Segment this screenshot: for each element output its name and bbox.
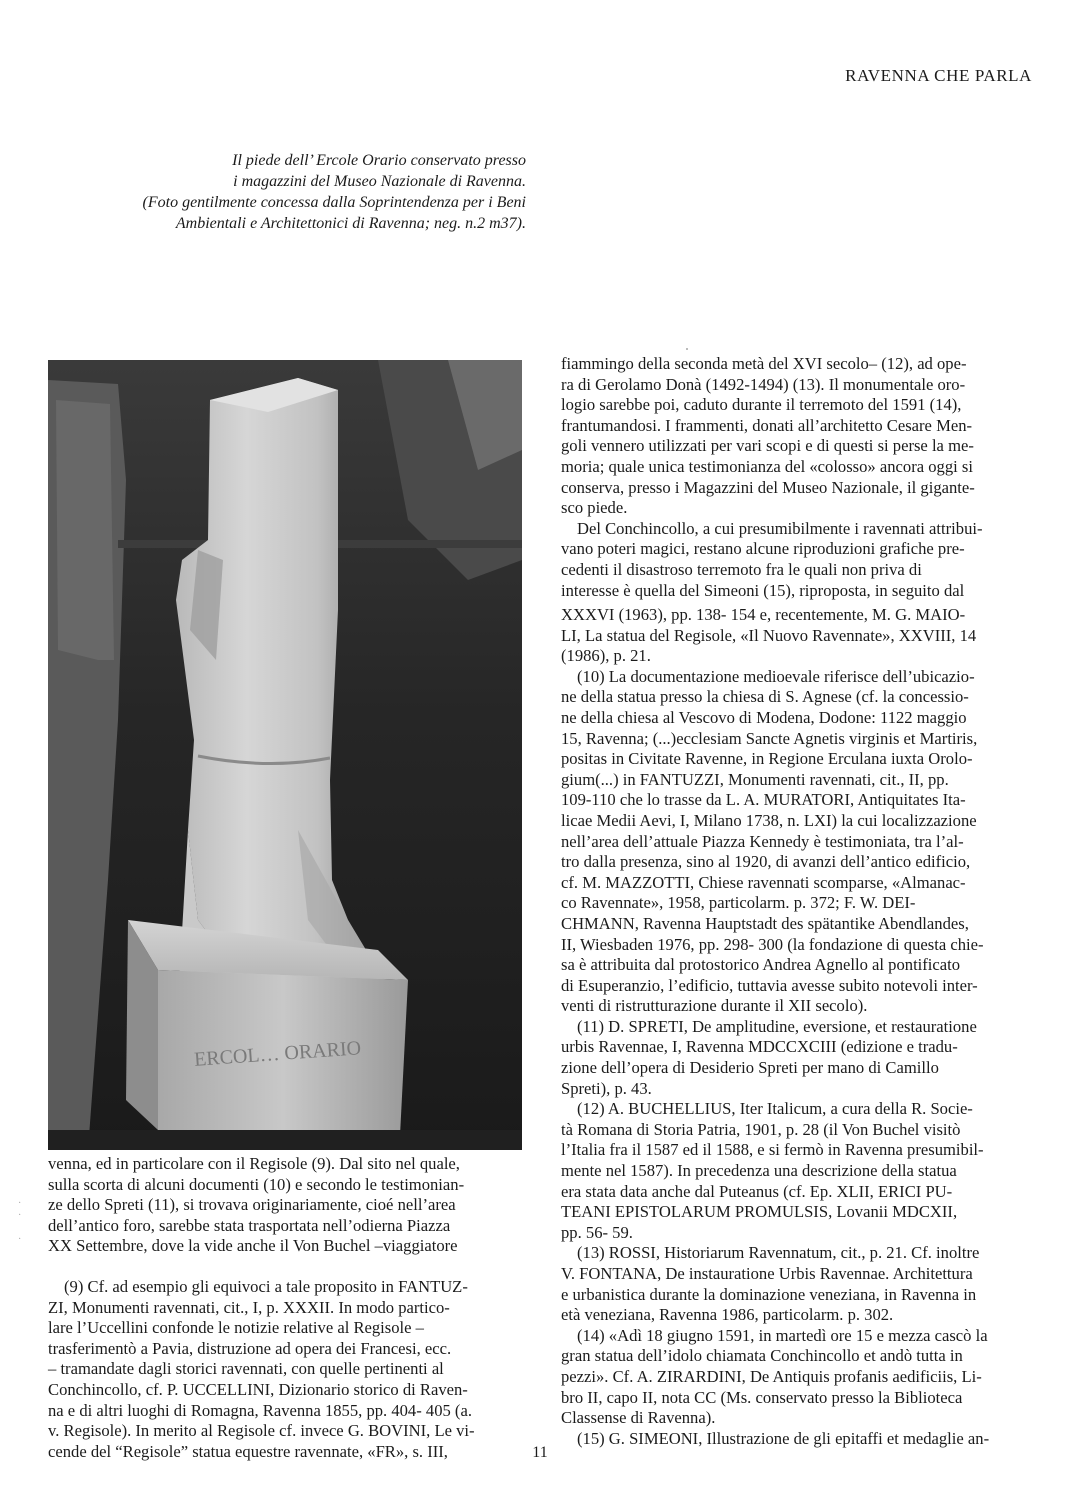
body-line: frantumandosi. I frammenti, donati all’architetto Cesare Men-: [561, 415, 973, 435]
right-column-footnotes: [561, 605, 1042, 1449]
footnote-line: ZI, Monumenti ravennati, cit., I, p. XXXII. In modo partico-: [48, 1297, 450, 1317]
footnote-line: zione dell’opera di Desiderio Spreti per mano di Camillo: [561, 1058, 939, 1078]
footnote-line: trasferimentò a Pavia, distruzione ad opera dei Francesi, ecc.: [48, 1338, 452, 1358]
footnote-line: (14) «Adì 18 giugno 1591, in martedì ore 15 e mezza cascò la: [577, 1325, 988, 1345]
footnote-line: era stata data anche dal Puteanus (cf. Ep. XLII, ERICI PU-: [561, 1181, 953, 1201]
footnote-line: di Esuperanzio, l’edificio, tuttavia avesse subito notevoli inter-: [561, 975, 978, 995]
footnote-line: (13) ROSSI, Historiarum Ravennatum, cit., p. 21. Cf. inoltre: [577, 1243, 980, 1263]
footnote-line: 109-110 che lo trasse da L. A. MURATORI, Antiquitates Ita-: [561, 790, 966, 810]
footnote-line: bro II, capo II, nota CC (Ms. conservato presso la Biblioteca: [561, 1387, 963, 1407]
footnote-line: cende del “Regisole” statua equestre ravennate, «FR», s. III,: [48, 1441, 448, 1461]
caption-line: (Foto gentilmente concessa dalla Soprintendenza per i Beni: [142, 194, 526, 211]
body-line: ze dello Spreti (11), si trovava originariamente, cioé nell’area: [48, 1195, 456, 1215]
footnote-line: (12) A. BUCHELLIUS, Iter Italicum, a cura della R. Socie-: [577, 1099, 973, 1119]
footnote-line: TEANI EPISTOLARUM PROMULSIS, Lovanii MDCXII,: [561, 1202, 958, 1222]
print-speck: [686, 348, 688, 350]
footnote-line: pp. 56- 59.: [561, 1222, 633, 1242]
footnote-line: V. FONTANA, De instauratione Urbis Ravennae. Architettura: [561, 1264, 973, 1283]
footnote-line: (15) G. SIMEONI, Illustrazione de gli epitaffi et medaglie an-: [577, 1428, 990, 1448]
footnote-line: nell’area dell’attuale Piazza Kennedy è testimoniata, tra l’al-: [561, 831, 964, 851]
caption-line: i magazzini del Museo Nazionale di Ravenna.: [233, 173, 526, 190]
left-column-body: [48, 1154, 526, 1257]
body-line: vano poteri magici, restano alcune riproduzioni grafiche pre-: [561, 539, 965, 559]
footnote-line: CHMANN, Ravenna Hauptstadt des spätantike Abendlandes,: [561, 913, 969, 933]
body-line: moria; quale unica testimonianza del «colosso» ancora oggi si: [561, 456, 973, 476]
footnote-line: urbis Ravennae, I, Ravenna MDCCXCIII (edizione e tradu-: [561, 1037, 958, 1057]
footnote-line: 15, Ravenna; (...)ecclesiam Sancte Agnetis virginis et Martiris,: [561, 728, 978, 748]
body-line: sco piede.: [561, 498, 628, 518]
footnote-line: tà Romana di Storia Patria, 1901, p. 28 (il Von Buchel visitò: [561, 1119, 961, 1139]
footnote-line: ne della chiesa al Vescovo di Modena, Dodone: 1122 maggio: [561, 707, 967, 727]
right-column-body: [561, 354, 1042, 601]
footnote-line: LI, La statua del Regisole, «Il Nuovo Ravennate», XXVIII, 14: [561, 625, 977, 645]
statue-foot-photo: [48, 360, 522, 1150]
footnote-line: XXXVI (1963), pp. 138- 154 e, recentemente, M. G. MAIO-: [561, 605, 966, 624]
footnote-line: l’Italia fra il 1587 ed il 1588, e si fermò in Ravenna presumibil-: [561, 1140, 984, 1160]
body-line: ra di Gerolamo Donà (1492-1494) (13). Il monumentale oro-: [561, 374, 966, 394]
body-line: sulla scorta di alcuni documenti (10) e secondo le testimonian-: [48, 1174, 465, 1194]
footnote-line: (9) Cf. ad esempio gli equivoci a tale proposito in FANTUZ-: [64, 1277, 468, 1296]
body-line: conserva, presso i Magazzini del Museo Nazionale, il gigante-: [561, 477, 975, 497]
footnote-line: (11) D. SPRETI, De amplitudine, eversione, et restauratione: [577, 1016, 977, 1036]
body-line: dell’antico foro, sarebbe stata trasportata nell’odierna Piazza: [48, 1215, 451, 1235]
body-line: XX Settembre, dove la vide anche il Von Buchel –viaggiatore: [48, 1236, 458, 1256]
footnote-line: pezzi». Cf. A. ZIRARDINI, De Antiquis profanis aedificiis, Li-: [561, 1366, 982, 1386]
footnote-line: positas in Civitate Ravenne, in Regione Erculana iuxta Orolo-: [561, 749, 973, 769]
footnote-line: e urbanistica durante la dominazione veneziana, in Ravenna in: [561, 1284, 977, 1304]
footnote-line: II, Wiesbaden 1976, pp. 298- 300 (la fondazione di questa chie-: [561, 934, 984, 954]
page-number: 11: [532, 1444, 548, 1461]
footnote-line: mente nel 1587). In precedenza una descrizione della statua: [561, 1161, 957, 1181]
footnote-line: gran statua dell’idolo chiamata Conchincollo et andò tutta in: [561, 1346, 963, 1366]
body-line: venna, ed in particolare con il Regisole (9). Dal sito nel quale,: [48, 1154, 460, 1173]
footnote-line: tro dalla presenza, sino al 1920, di avanzi dell’antico edificio,: [561, 852, 971, 872]
body-line: fiammingo della seconda metà del XVI secolo– (12), ad ope-: [561, 354, 967, 373]
footnote-line: licae Medii Aevi, I, Milano 1738, n. LXI) la cui localizzazione: [561, 810, 977, 830]
body-line: logio sarebbe poi, caduto durante il terremoto del 1591 (14),: [561, 395, 962, 415]
caption-line: Il piede dell’ Ercole Orario conservato presso: [232, 152, 526, 169]
margin-mark: · · ·: [18, 1198, 22, 1245]
running-head: RAVENNA CHE PARLA: [845, 66, 1032, 85]
figure-caption: [96, 150, 526, 234]
footnote-line: lare l’Uccellini confonde le notizie relative al Regisole –: [48, 1318, 424, 1338]
footnote-line: venti di ristrutturazione durante il XII secolo).: [561, 996, 868, 1016]
footnote-line: v. Regisole). In merito al Regisole cf. invece G. BOVINI, Le vi-: [48, 1421, 475, 1441]
body-line: Del Conchincollo, a cui presumibilmente i ravennati attribui-: [577, 518, 983, 538]
body-line: cedenti il disastroso terremoto fra le quali non priva di: [561, 559, 922, 579]
footnote-line: (1986), p. 21.: [561, 646, 651, 666]
statue-foot-image: [48, 360, 522, 1150]
footnote-line: Classense di Ravenna).: [561, 1408, 716, 1428]
plinth-inscription: ERCOL… ORARIO: [193, 1037, 362, 1071]
footnote-line: co Ravennate», 1958, particolarm. p. 372; F. W. DEI-: [561, 893, 916, 913]
footnote-line: Conchincollo, cf. P. UCCELLINI, Dizionario storico di Raven-: [48, 1379, 468, 1399]
footnote-line: gium(...) in FANTUZZI, Monumenti ravennati, cit., II, pp.: [561, 769, 949, 789]
footnote-line: sa è attribuita dal protostorico Andrea Agnello al pontificato: [561, 955, 961, 975]
footnote-line: età veneziana, Ravenna 1986, particolarm. p. 302.: [561, 1305, 894, 1325]
footnote-line: Spreti), p. 43.: [561, 1078, 652, 1098]
footnote-line: – tramandate dagli storici ravennati, con quelle pertinenti al: [48, 1359, 444, 1379]
footnote-line: ne della statua presso la chiesa di S. Agnese (cf. la concessio-: [561, 687, 969, 707]
footnote-line: cf. M. MAZZOTTI, Chiese ravennati scomparse, «Almanac-: [561, 872, 966, 892]
body-line: goli vennero utilizzati per vari scopi e di questi si perse la me-: [561, 436, 974, 456]
caption-line: Ambientali e Architettonici di Ravenna; neg. n.2 m37).: [175, 215, 526, 232]
footnote-line: (10) La documentazione medioevale riferisce dell’ubicazio-: [577, 666, 975, 686]
body-line: interesse è quella del Simeoni (15), riproposta, in seguito dal: [561, 580, 965, 600]
footnote-line: na e di altri luoghi di Romagna, Ravenna 1855, pp. 404- 405 (a.: [48, 1400, 472, 1420]
left-column-footnotes: [48, 1277, 526, 1462]
